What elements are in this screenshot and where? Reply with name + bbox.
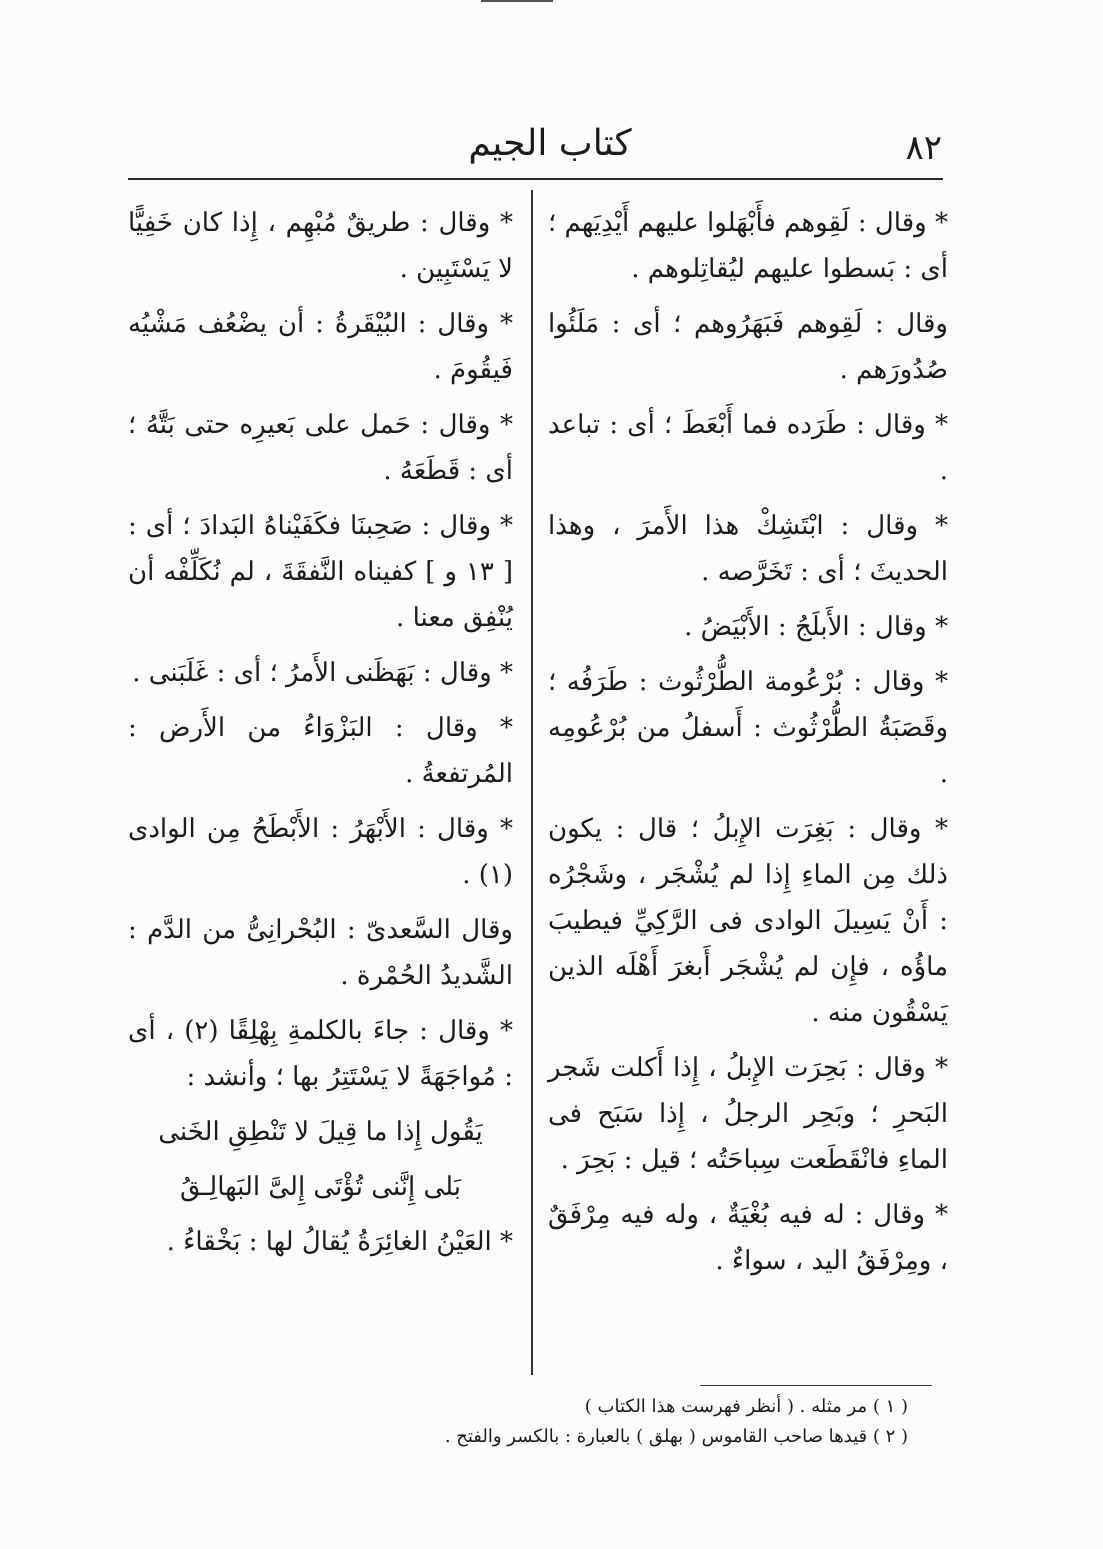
- entry: * وقال : لَقِوهم فأَبْهَلوا عليهم أَيْدِيَهم ؛ أى : بَسطوا عليهم ليُقاتِلوهم .: [548, 208, 948, 284]
- verse-line: يَقُول إِذا ما قِيلَ لا تَنْطِقِ الخَنى: [158, 1117, 483, 1147]
- entry: * وقال : الأَبْهَرُ : الأَبْطَحُ مِن الوادى (١) .: [128, 814, 513, 890]
- footnote: ( ١ ) مر مثله . ( أنظر فهرست هذا الكتاب ): [584, 1396, 908, 1417]
- entry: * وقال : بَحِرَت الإِبلُ ، إِذا أَكلت شَجر البَحرِ ؛ وبَحِر الرجلُ ، إِذا سَبَح فى الماءِ فانْقَطَعت سِباحَتُه ؛ قيل : بَحِرَ .: [548, 1053, 948, 1175]
- entry: * وقال : البَزْوَاءُ من الأَرض : المُرتفعةُ .: [128, 713, 513, 789]
- entry: * وقال : ابْتَشِكْ هذا الأَمرَ ، وهذا الحديثَ ؛ أى : تَخَرَّصه .: [548, 511, 948, 587]
- verse-line: بَلى إِنَّنى تُؤْتَى إِلىَّ البَهالِـقُ: [179, 1172, 462, 1202]
- left-text-column: [128, 200, 513, 1274]
- entry: وقال السَّعدىّ : البُحْرانِىُّ من الدَّم : الشَّديدُ الحُمْرة .: [128, 915, 513, 991]
- entry: * وقال : البُيْقَرةُ : أن يضْعُف مَشْيُه فَيقُومَ .: [128, 309, 513, 385]
- right-text-column: [548, 200, 948, 1293]
- entry: * وقال : الأَبلَجُ : الأَبْيَضُ .: [684, 612, 948, 642]
- running-title: كتاب الجيم: [468, 123, 632, 164]
- entry: * وقال : بَهَظَنى الأَمرُ ؛ أى : غَلَبَنى .: [132, 658, 513, 688]
- entry: * وقال : له فيه بُغْيَةٌ ، وله فيه مِرْفَقٌ ، ومِرْفَقُ اليد ، سواءٌ .: [548, 1200, 948, 1276]
- footnote-rule: [700, 1385, 932, 1386]
- entry: * وقال : صَحِبنَا فكَفَيْناهُ البَدادَ ؛ أى : [ ١٣ و ] كفيناه النَّفقَةَ ، لم نُكَلِّفْه أن يُنْفِق معنا .: [128, 511, 514, 633]
- page-number: ٨٢: [905, 128, 942, 168]
- footnotes: [440, 1392, 908, 1452]
- entry: * وقال : جاءَ بالكلمةِ بِهْلِقًا (٢) ، أى : مُواجَهَةً لا يَسْتَتِرُ بها ؛ وأنشد :: [128, 1016, 514, 1092]
- entry: وقال : لَقِوهم فَبَهَرُوهم ؛ أى : مَلَئُوا صُدُورَهم .: [548, 309, 948, 385]
- entry: * وقال : طَرَده فما أَبْعَطَ ؛ أى : تباعد .: [548, 410, 948, 486]
- footnote: ( ٢ ) قيدها صاحب القاموس ( بهلق ) بالعبارة : بالكسر والفتح .: [444, 1426, 908, 1447]
- entry: * وقال : بُرْعُومة الطُّرْثُوث : طَرَفُه ؛ وقَصَبَةُ الطُّرْثُوث : أَسفلُ من بُرْعُومِه .: [548, 667, 948, 789]
- entry: * وقال : حَمل على بَعيرِه حتى بَتَّهُ ؛ أى : قَطَعَهُ .: [128, 410, 513, 486]
- entry: * العَيْنُ الغائِرَةُ يُقالُ لها : بَخْقاءُ .: [166, 1227, 513, 1257]
- column-divider: [531, 190, 533, 1375]
- entry: * وقال : طريقٌ مُبْهِم ، إِذا كان خَفِيًّا لا يَسْتَبِين .: [128, 208, 513, 284]
- top-edge-rule: [481, 0, 553, 2]
- header-rule: [128, 178, 943, 180]
- entry: * وقال : بَغِرَت الإِبلُ ؛ قال : يكون ذلك مِن الماءِ إِذا لم يُشْجَر ، وشَجْرُه : أَنْ يَسِيلَ الوادى فى الرَّكِيِّ فيطيبَ ماؤُه ، فإِن لم يُشْجَر أَبغرَ أَهْلَه الذين يَسْقُون منه .: [548, 814, 948, 1028]
